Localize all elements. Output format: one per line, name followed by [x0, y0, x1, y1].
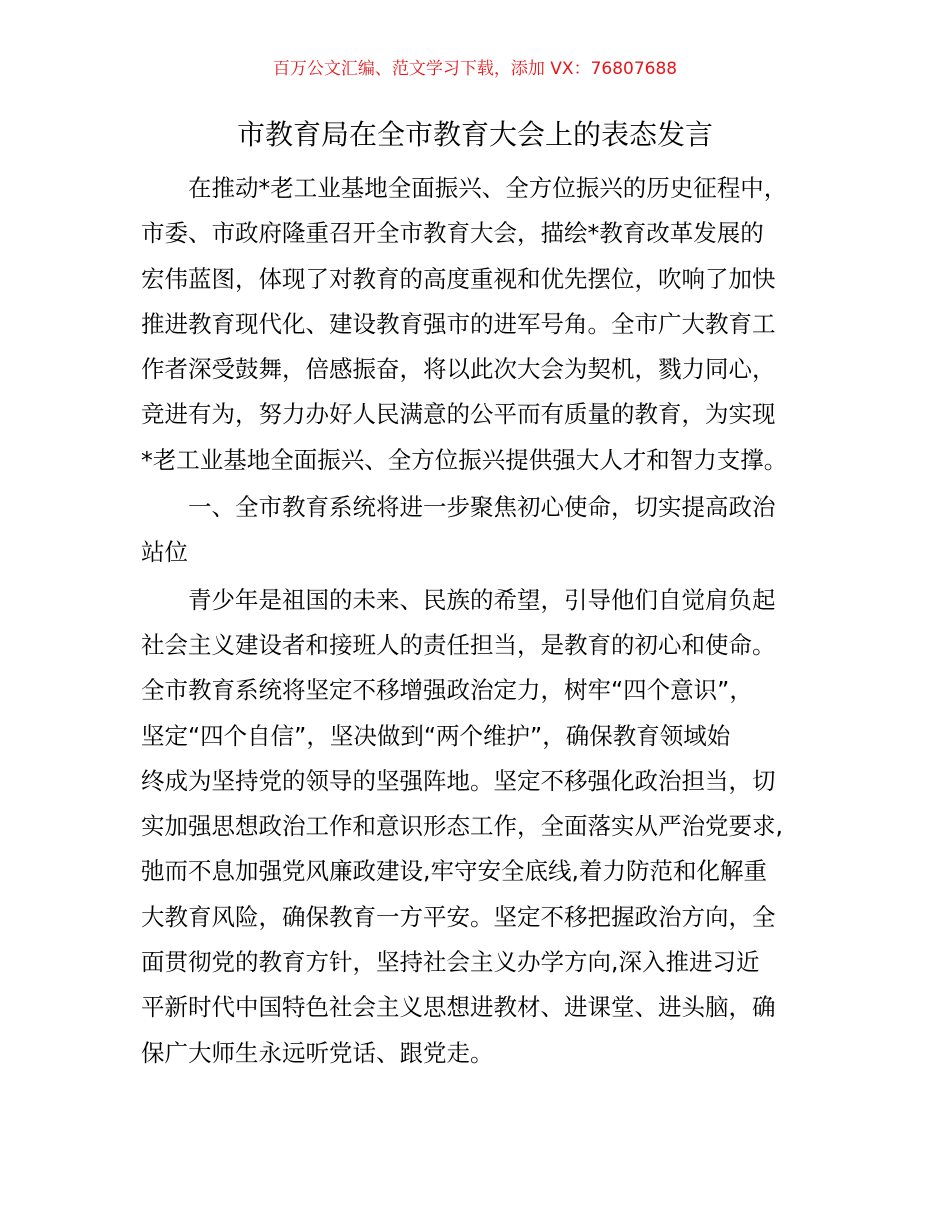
text-line: *老工业基地全面振兴、全方位振兴提供强大人才和智力支撑。	[141, 445, 788, 474]
heading-line: 一、全市教育系统将进一步聚焦初心使命，切实提高政治	[188, 493, 776, 522]
text-line: 竞进有为，努力办好人民满意的公平而有质量的教育，为实现	[141, 400, 776, 429]
text-line: 大教育风险，确保教育一方平安。坚定不移把握政治方向，全	[141, 902, 776, 931]
text-line: 青少年是祖国的未来、民族的希望，引导他们自觉肩负起	[188, 585, 776, 614]
document-title: 市教育局在全市教育大会上的表态发言	[236, 118, 713, 151]
paragraph-section-one	[141, 578, 809, 1076]
text-line: 坚定“四个自信”，坚决做到“两个维护”，确保教育领域始	[141, 721, 731, 750]
section-heading	[141, 485, 809, 576]
text-line: 推进教育现代化、建设教育强市的进军号角。全市广大教育工	[141, 309, 776, 338]
text-line: 社会主义建设者和接班人的责任担当，是教育的初心和使命。	[141, 630, 776, 659]
text-line: 实加强思想政治工作和意识形态工作，全面落实从严治党要求,	[141, 812, 783, 841]
text-line: 弛而不息加强党风廉政建设,牢守安全底线,着力防范和化解重	[141, 857, 767, 886]
header-note: 百万公文汇编、范文学习下载，添加 VX：76807688	[272, 59, 678, 79]
text-line: 在推动*老工业基地全面振兴、全方位振兴的历史征程中，	[188, 174, 788, 202]
paragraph-intro	[141, 166, 809, 483]
text-line: 保广大师生永远听党话、跟党走。	[141, 1038, 494, 1067]
heading-line: 站位	[141, 538, 188, 567]
document-body	[141, 166, 809, 1076]
text-line: 终成为坚持党的领导的坚强阵地。坚定不移强化政治担当，切	[141, 766, 776, 795]
text-line: 平新时代中国特色社会主义思想进教材、进课堂、进头脑，确	[141, 993, 776, 1022]
text-line: 市委、市政府隆重召开全市教育大会，描绘*教育改革发展的	[141, 219, 764, 248]
text-line: 宏伟蓝图，体现了对教育的高度重视和优先摆位，吹响了加快	[141, 264, 776, 293]
text-line: 面贯彻党的教育方针，坚持社会主义办学方向,深入推进习近	[141, 948, 760, 977]
text-line: 全市教育系统将坚定不移增强政治定力，树牢“四个意识”，	[141, 676, 753, 705]
text-line: 作者深受鼓舞，倍感振奋，将以此次大会为契机，戮力同心，	[141, 355, 776, 384]
